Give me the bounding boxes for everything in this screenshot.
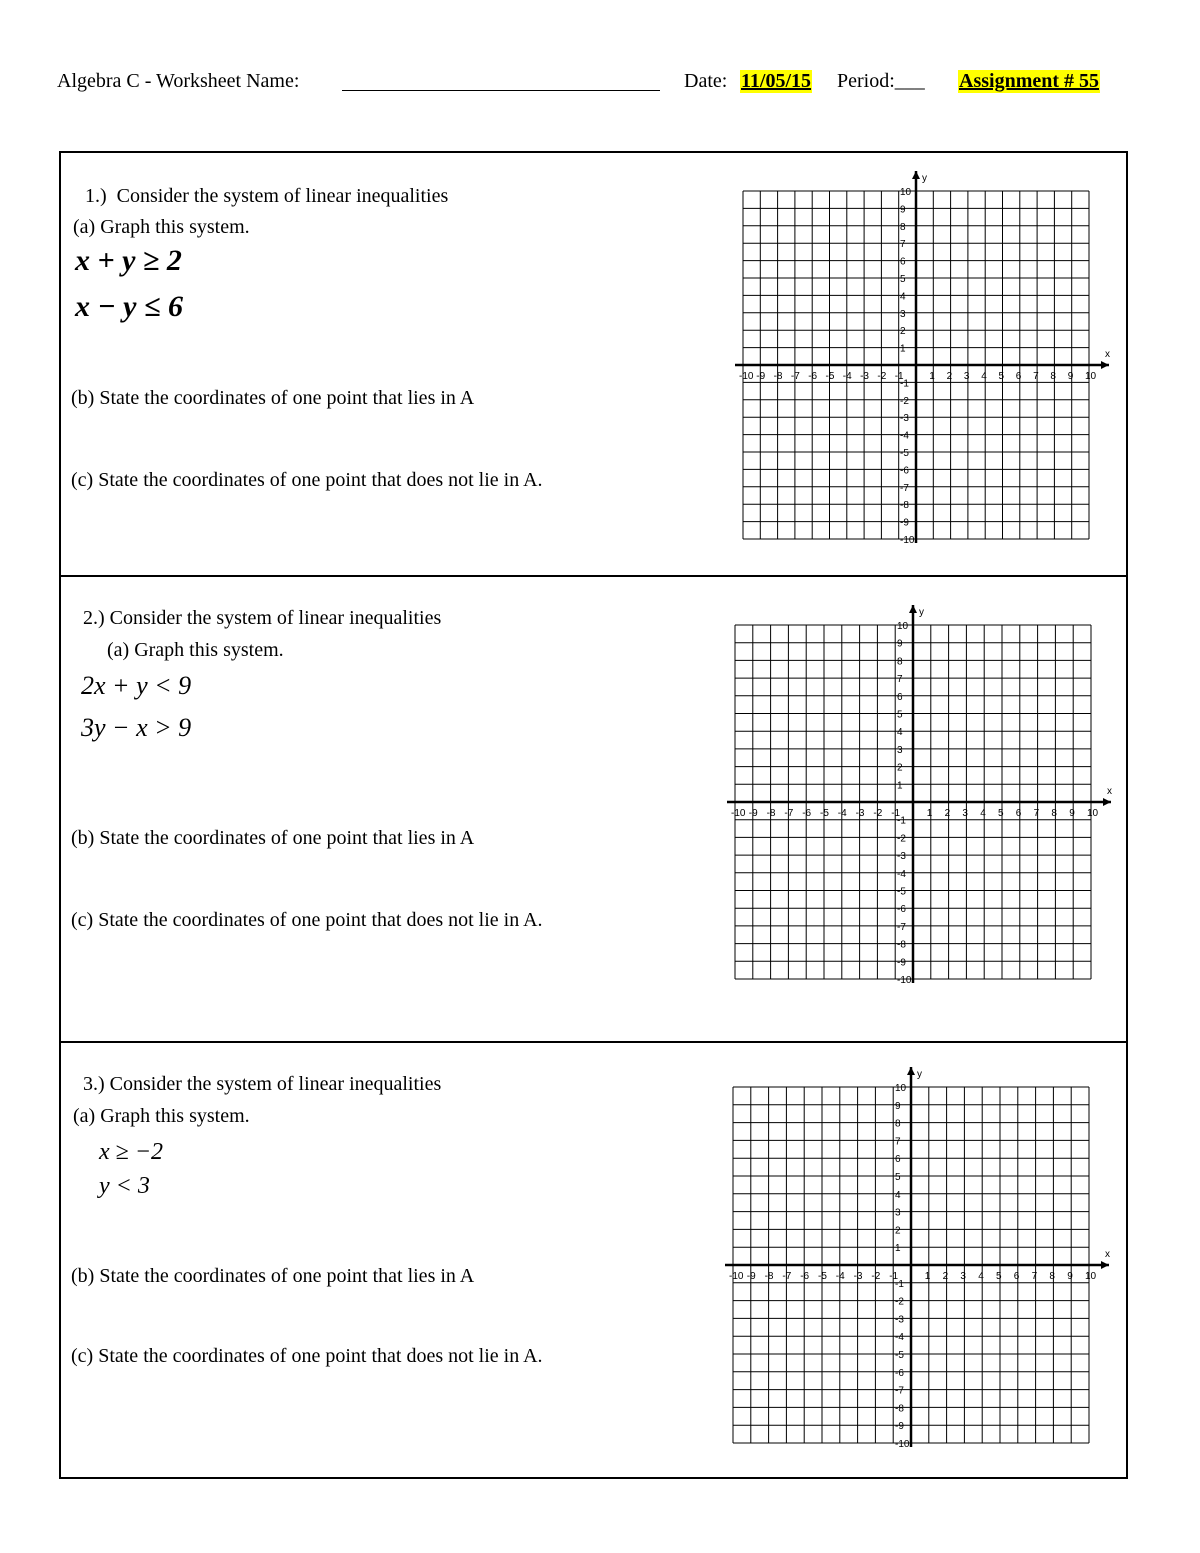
problem-3-number: 3.) — [83, 1073, 105, 1095]
x-tick-label: -5 — [825, 371, 835, 382]
y-tick-label: 10 — [895, 1083, 907, 1094]
x-tick-label: -5 — [818, 1271, 827, 1282]
problem-3-part-b: (b) State the coordinates of one point that lies in A — [71, 1265, 475, 1287]
x-tick-label: 10 — [1085, 1271, 1097, 1282]
x-tick-label: -2 — [871, 1271, 881, 1282]
problem-3-prompt — [83, 1073, 441, 1096]
y-tick-label: -1 — [895, 1278, 904, 1290]
problem-1-part-a: (a) Graph this system. — [73, 216, 250, 238]
x-tick-label: -10 — [731, 808, 746, 819]
x-tick-label: 8 — [1050, 371, 1056, 382]
y-tick-label: 6 — [897, 691, 903, 703]
y-tick-label: 5 — [895, 1172, 901, 1183]
problem-1-inequality-1: x + y ≥ 2 — [75, 244, 182, 277]
y-tick-label: -7 — [895, 1385, 904, 1397]
problem-3 — [61, 1041, 1126, 1479]
y-axis-label: y — [922, 173, 927, 184]
assignment-number: Assignment # 55 — [959, 70, 1100, 92]
x-tick-label: -5 — [820, 808, 829, 819]
problem-1-part-c: (c) State the coordinates of one point that does not lie in A. — [71, 469, 543, 491]
x-tick-label: 1 — [926, 808, 933, 819]
x-tick-label: -9 — [746, 1271, 756, 1282]
problem-2-prompt-text: Consider the system of linear inequalities — [109, 607, 442, 629]
y-tick-label: 9 — [897, 638, 903, 650]
x-tick-label: -7 — [784, 808, 794, 819]
y-tick-label: 10 — [900, 187, 912, 198]
x-tick-label: -8 — [766, 808, 776, 819]
y-tick-label: 6 — [900, 256, 906, 268]
y-tick-label: -2 — [900, 395, 909, 407]
x-axis-arrow-icon — [1101, 1261, 1109, 1269]
x-tick-label: -8 — [764, 1271, 774, 1282]
x-tick-label: 6 — [1015, 808, 1022, 819]
y-tick-label: -4 — [897, 868, 906, 880]
x-tick-label: 5 — [998, 808, 1004, 819]
x-tick-label: 3 — [963, 371, 970, 382]
y-tick-label: -1 — [897, 815, 906, 827]
x-tick-label: 7 — [1033, 371, 1039, 382]
problem-3-part-a: (a) Graph this system. — [73, 1105, 250, 1127]
problem-2-prompt — [83, 607, 441, 630]
x-tick-label: 7 — [1033, 808, 1040, 819]
problem-2-part-a: (a) Graph this system. — [107, 639, 284, 661]
x-tick-label: -7 — [782, 1271, 792, 1282]
x-tick-label: -4 — [842, 371, 852, 382]
x-axis-arrow-icon — [1103, 798, 1111, 806]
problem-3-part-c: (c) State the coordinates of one point that does not lie in A. — [71, 1345, 543, 1367]
x-axis-label: x — [1105, 1249, 1110, 1260]
x-tick-label: -1 — [889, 1271, 899, 1282]
problem-1 — [61, 153, 1126, 575]
y-tick-label: -4 — [895, 1332, 904, 1344]
y-tick-label: -10 — [897, 975, 912, 986]
x-tick-label: 4 — [981, 371, 987, 382]
problem-1-number: 1.) — [85, 185, 107, 207]
x-tick-label: 10 — [1087, 808, 1099, 819]
y-tick-label: 2 — [895, 1225, 901, 1237]
x-tick-label: 10 — [1085, 371, 1097, 382]
y-tick-label: 1 — [900, 343, 906, 355]
x-tick-label: 9 — [1067, 1271, 1073, 1282]
y-tick-label: -3 — [900, 413, 909, 425]
x-tick-label: -4 — [835, 1271, 845, 1282]
y-tick-label: -6 — [897, 904, 906, 916]
x-tick-label: -6 — [800, 1271, 810, 1282]
y-tick-label: -9 — [895, 1421, 904, 1433]
y-axis-arrow-icon — [909, 605, 917, 613]
y-tick-label: -8 — [897, 939, 906, 951]
y-tick-label: -4 — [900, 430, 909, 442]
y-tick-label: 7 — [900, 239, 906, 251]
problem-1-prompt-text: Consider the system of linear inequalities — [116, 185, 449, 207]
x-tick-label: 2 — [946, 371, 953, 382]
x-tick-label: -9 — [756, 371, 766, 382]
x-axis-label: x — [1107, 786, 1112, 797]
worksheet-header — [57, 70, 1137, 102]
y-tick-label: -5 — [900, 448, 909, 459]
x-tick-label: 3 — [960, 1271, 966, 1282]
y-tick-label: 3 — [895, 1207, 901, 1219]
problem-1-coordinate-grid[interactable] — [729, 173, 1109, 553]
y-tick-label: 1 — [895, 1243, 901, 1255]
x-tick-label: 4 — [978, 1271, 984, 1282]
y-tick-label: 2 — [897, 762, 903, 774]
x-tick-label: 6 — [1015, 371, 1022, 382]
problem-2-number: 2.) — [83, 607, 105, 629]
problem-2-part-c: (c) State the coordinates of one point that does not lie in A. — [71, 909, 543, 931]
y-tick-label: -5 — [897, 886, 906, 898]
x-tick-label: 8 — [1049, 1271, 1055, 1282]
period-label[interactable]: Period:___ — [837, 70, 925, 92]
y-tick-label: 3 — [900, 308, 906, 320]
x-tick-label: -1 — [891, 808, 901, 819]
y-tick-label: 4 — [897, 727, 903, 739]
x-axis-label: x — [1105, 349, 1110, 360]
x-tick-label: -10 — [739, 371, 754, 382]
y-axis-label: y — [917, 1069, 922, 1080]
problem-2-inequality-2: 3y − x > 9 — [81, 713, 192, 742]
y-axis-arrow-icon — [907, 1067, 915, 1075]
x-tick-label: 8 — [1051, 808, 1057, 819]
y-tick-label: -6 — [900, 465, 909, 477]
x-tick-label: 1 — [924, 1271, 931, 1282]
y-tick-label: -8 — [900, 500, 909, 512]
problem-2-coordinate-grid[interactable] — [725, 595, 1115, 990]
y-tick-label: 10 — [897, 621, 909, 632]
x-tick-label: -3 — [853, 1271, 863, 1282]
y-tick-label: 9 — [895, 1100, 901, 1112]
x-tick-label: 7 — [1031, 1271, 1038, 1282]
y-tick-label: -10 — [895, 1439, 910, 1450]
x-tick-label: -2 — [873, 808, 883, 819]
x-tick-label: 2 — [942, 1271, 949, 1282]
y-tick-label: -1 — [900, 378, 909, 390]
y-tick-label: 9 — [900, 204, 906, 216]
problem-2-part-b: (b) State the coordinates of one point that lies in A — [71, 827, 475, 849]
y-tick-label: -2 — [897, 833, 906, 845]
problem-1-prompt — [85, 185, 448, 208]
y-tick-label: 8 — [895, 1118, 901, 1130]
y-tick-label: 1 — [897, 780, 903, 792]
y-axis-arrow-icon — [912, 171, 920, 179]
y-tick-label: 7 — [895, 1136, 901, 1148]
problem-3-prompt-text: Consider the system of linear inequalities — [109, 1073, 442, 1095]
x-tick-label: -6 — [802, 808, 812, 819]
x-tick-label: 5 — [998, 371, 1005, 382]
date-value: 11/05/15 — [741, 70, 812, 92]
y-tick-label: -5 — [895, 1350, 904, 1361]
y-tick-label: 4 — [900, 291, 906, 303]
y-tick-label: -7 — [900, 482, 909, 494]
y-tick-label: 5 — [900, 274, 906, 285]
x-tick-label: 9 — [1069, 808, 1075, 819]
problem-1-part-b: (b) State the coordinates of one point that lies in A — [71, 387, 475, 409]
y-tick-label: 8 — [897, 656, 903, 668]
y-tick-label: -6 — [895, 1367, 904, 1379]
problem-2 — [61, 575, 1126, 1041]
y-tick-label: -3 — [897, 851, 906, 863]
x-tick-label: 6 — [1013, 1271, 1020, 1282]
x-tick-label: -2 — [877, 371, 887, 382]
x-tick-label: 9 — [1067, 371, 1074, 382]
date-label: Date: — [684, 70, 728, 92]
y-tick-label: 2 — [900, 326, 906, 338]
y-tick-label: 3 — [897, 744, 903, 756]
y-tick-label: -9 — [900, 517, 909, 529]
y-tick-label: -8 — [895, 1403, 904, 1415]
problem-3-inequality-2: y < 3 — [99, 1173, 150, 1199]
problems-box — [59, 151, 1128, 1479]
y-tick-label: -7 — [897, 921, 906, 933]
y-axis-label: y — [919, 607, 924, 618]
x-tick-label: 5 — [996, 1271, 1002, 1282]
problem-2-inequality-1: 2x + y < 9 — [81, 671, 192, 700]
x-tick-label: -1 — [894, 371, 904, 382]
problem-3-inequality-1: x ≥ −2 — [99, 1139, 164, 1165]
x-tick-label: -3 — [855, 808, 865, 819]
x-tick-label: -8 — [773, 371, 783, 382]
y-tick-label: -3 — [895, 1314, 904, 1326]
x-tick-label: -10 — [729, 1271, 744, 1282]
y-tick-label: 8 — [900, 221, 906, 233]
y-tick-label: 4 — [895, 1189, 901, 1201]
x-tick-label: -4 — [837, 808, 847, 819]
y-tick-label: 7 — [897, 674, 903, 686]
x-tick-label: -6 — [808, 371, 818, 382]
y-tick-label: 5 — [897, 709, 903, 721]
x-tick-label: 2 — [944, 808, 951, 819]
x-axis-arrow-icon — [1101, 361, 1109, 369]
y-tick-label: -10 — [900, 535, 915, 546]
y-tick-label: -2 — [895, 1296, 904, 1308]
problem-1-inequality-2: x − y ≤ 6 — [75, 290, 183, 323]
x-tick-label: -9 — [748, 808, 758, 819]
problem-3-coordinate-grid[interactable] — [719, 1053, 1119, 1453]
x-tick-label: 3 — [962, 808, 968, 819]
x-tick-label: -7 — [790, 371, 800, 382]
y-tick-label: -9 — [897, 957, 906, 969]
x-tick-label: -3 — [860, 371, 870, 382]
y-tick-label: 6 — [895, 1154, 901, 1166]
worksheet-title: Algebra C - Worksheet Name: — [57, 70, 300, 92]
x-tick-label: 1 — [929, 371, 935, 382]
x-tick-label: 4 — [980, 808, 986, 819]
